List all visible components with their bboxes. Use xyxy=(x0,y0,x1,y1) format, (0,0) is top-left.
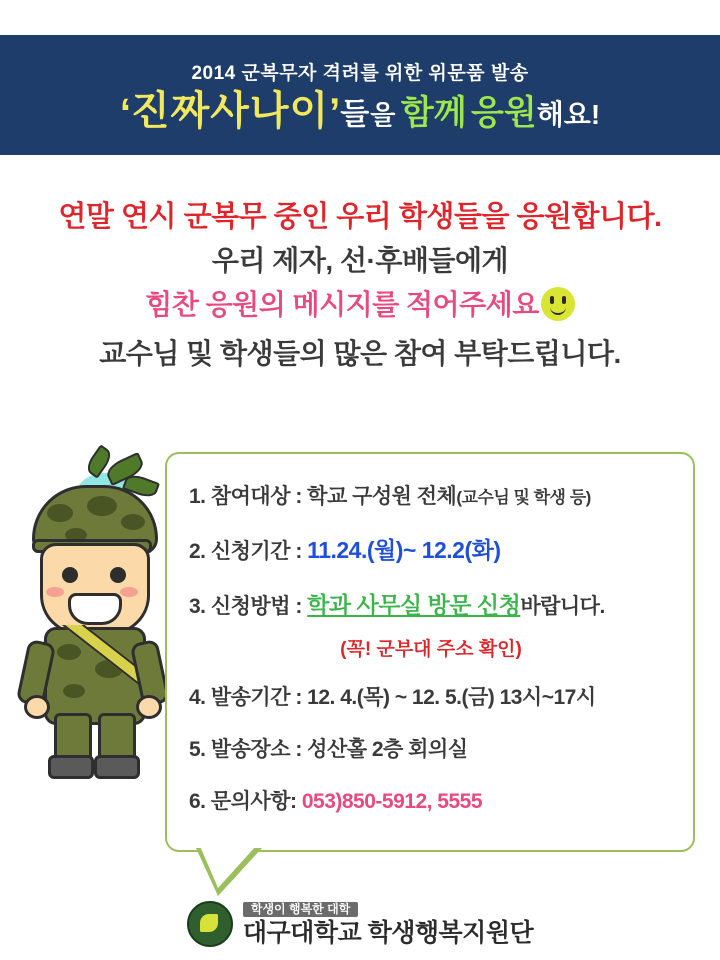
mascot-eye xyxy=(62,567,78,583)
mascot-mouth xyxy=(68,593,122,625)
footer-logo xyxy=(0,900,720,948)
footer-logo-text xyxy=(243,900,533,948)
banner-title-quote-open: ‘ xyxy=(119,90,131,135)
detail-4-number: 4. xyxy=(189,686,211,709)
banner-subtitle: 2014 군복무자 격려를 위한 위문품 발송 xyxy=(191,62,529,84)
mascot-hand-left xyxy=(24,695,50,719)
banner-title-quote-close: ’ xyxy=(329,90,341,135)
intro-line-3-wrap xyxy=(0,283,720,332)
university-emblem-icon xyxy=(187,901,233,947)
address-check-note: (꼭! 군부대 주소 확인) xyxy=(340,639,522,660)
banner-title-highlight: 진짜사나이 xyxy=(130,88,330,133)
intro-line-3: 힘찬 응원의 메시지를 적어주세요 xyxy=(145,289,539,320)
smiley-face-icon xyxy=(541,287,575,321)
mascot-boot-right xyxy=(94,755,140,779)
mascot-hand-right xyxy=(136,695,162,719)
header-banner xyxy=(0,35,720,155)
mascot-eye xyxy=(110,567,126,583)
details-bubble xyxy=(165,452,695,852)
banner-title-part2: 들 xyxy=(340,97,371,131)
detail-6-value: 053)850-5912, 5555 xyxy=(301,790,483,813)
detail-3-value: 학과 사무실 방문 신청 xyxy=(307,592,521,618)
footer-org-name: 대구대학교 학생행복지원단 xyxy=(242,919,534,948)
detail-4-label: 발송기간 : xyxy=(210,686,308,709)
detail-6-label: 문의사항: xyxy=(210,790,302,813)
footer-tagline: 학생이 행복한 대학 xyxy=(243,902,358,917)
soldier-mascot xyxy=(10,455,175,785)
detail-2-number: 2. xyxy=(189,540,211,563)
intro-line-4: 교수님 및 학생들의 많은 참여 부탁드립니다. xyxy=(99,338,621,369)
banner-title xyxy=(119,88,601,135)
intro-paragraph xyxy=(0,195,720,376)
detail-item-2 xyxy=(189,532,673,565)
detail-6-number: 6. xyxy=(189,790,211,813)
detail-1-paren: (교수님 및 학생 등) xyxy=(456,488,591,507)
detail-1-number: 1. xyxy=(189,485,211,508)
detail-1-label: 참여대상 : xyxy=(210,485,308,508)
detail-3-tail: 바랍니다. xyxy=(520,595,605,618)
detail-3-number: 3. xyxy=(189,595,211,618)
detail-item-1 xyxy=(189,480,673,510)
detail-5-value: 성산홀 2층 회의실 xyxy=(307,738,468,761)
banner-title-part6: 해요! xyxy=(536,98,601,130)
banner-title-part5: 응원 xyxy=(471,93,537,132)
mascot-boot-left xyxy=(48,755,94,779)
mascot-strap xyxy=(40,625,146,721)
detail-item-3 xyxy=(189,587,673,620)
detail-2-label: 신청기간 : xyxy=(210,540,308,563)
intro-line-2: 우리 제자, 선·후배들에게 xyxy=(211,245,509,276)
detail-item-6 xyxy=(189,785,673,815)
detail-3-label: 신청방법 : xyxy=(210,595,308,618)
banner-title-part4: 함께 xyxy=(400,93,467,132)
detail-1-value: 학교 구성원 전체 xyxy=(307,485,457,508)
mascot-cheek xyxy=(46,587,64,597)
detail-item-4 xyxy=(189,681,673,711)
detail-5-label: 발송장소 : xyxy=(210,738,308,761)
mascot-cheek xyxy=(120,587,138,597)
detail-5-number: 5. xyxy=(189,738,211,761)
intro-line-1: 연말 연시 군복무 중인 우리 학생들을 응원합니다. xyxy=(58,201,662,233)
banner-title-part3: 을 xyxy=(370,99,397,130)
detail-2-value: 11.24.(월)~ 12.2(화) xyxy=(307,537,501,563)
detail-item-5 xyxy=(189,733,673,763)
detail-4-value: 12. 4.(목) ~ 12. 5.(금) 13시~17시 xyxy=(307,686,596,709)
bubble-tail-inner xyxy=(200,846,256,888)
